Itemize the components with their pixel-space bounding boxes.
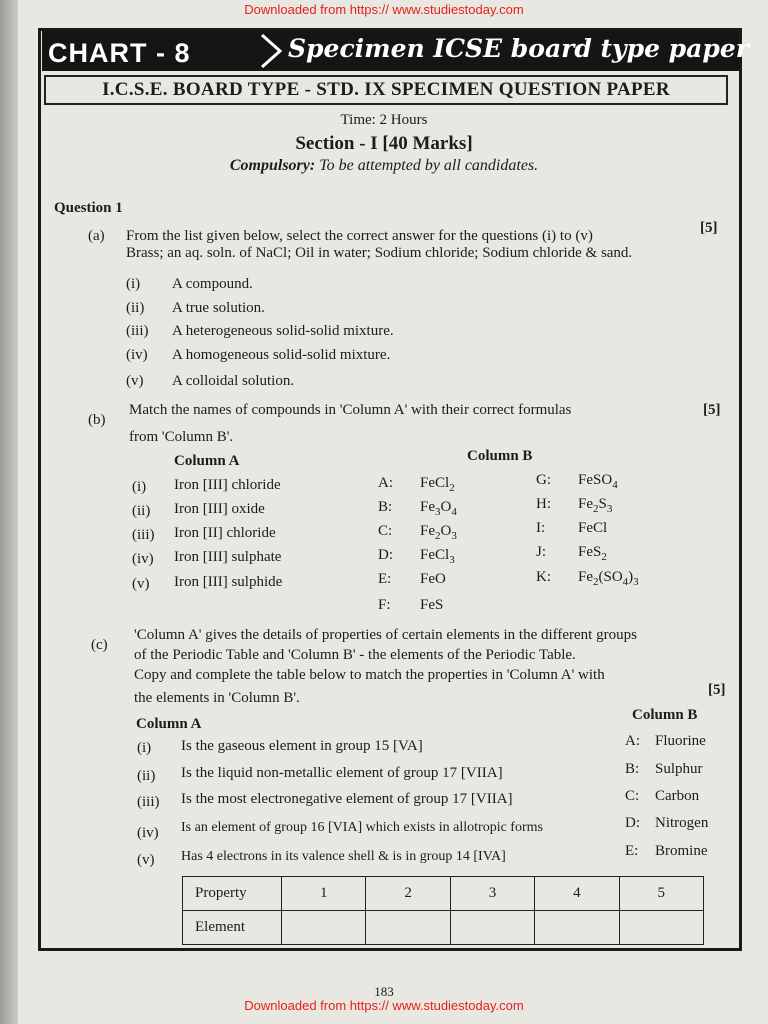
table-cell-blank — [619, 911, 703, 945]
element-name: Bromine — [655, 843, 708, 859]
part-c-text: of the Periodic Table and 'Column B' - the elements of the Periodic Table. — [134, 647, 576, 663]
question-title: Question 1 — [54, 200, 123, 216]
formula-key: C: — [378, 523, 393, 539]
compound-num: (i) — [132, 479, 147, 495]
compound-num: (iv) — [132, 551, 154, 567]
formula-value: FeO — [420, 571, 446, 587]
part-a-item-text: A heterogeneous solid-solid mixture. — [172, 323, 394, 339]
element-name: Carbon — [655, 788, 700, 804]
formula-value: FeSO$_4$ — [578, 472, 618, 491]
part-a-item-text: A homogeneous solid-solid mixture. — [172, 347, 391, 363]
formula-value: $Fe_2(SO_4)_3$ — [578, 569, 639, 588]
compulsory-line — [0, 157, 768, 175]
part-a-item-num: (ii) — [126, 300, 145, 316]
part-a-item-text: A compound. — [172, 276, 253, 292]
formula-value: FeS$_2$ — [578, 544, 607, 563]
formula-key: J: — [536, 544, 547, 560]
property-num: (iii) — [137, 794, 160, 810]
part-c-label: (c) — [91, 637, 108, 653]
compound-name: Iron [III] chloride — [174, 477, 281, 493]
part-a-item-num: (iv) — [126, 347, 148, 363]
property-text: Is the most electronegative element of group 17 [VIIA] — [181, 791, 513, 807]
formula-key: G: — [536, 472, 551, 488]
formula-key: E: — [378, 571, 392, 587]
compound-num: (v) — [132, 576, 150, 592]
formula-value: $Fe_3O_4$ — [420, 499, 457, 518]
property-text: Is the liquid non-metallic element of group 17 [VIIA] — [181, 765, 503, 781]
section-heading: Section - I [40 Marks] — [295, 133, 473, 154]
part-b-column-a-head: Column A — [174, 453, 240, 469]
table-cell-blank — [450, 911, 534, 945]
table-row — [183, 877, 704, 911]
compulsory-text: To be attempted by all candidates. — [319, 157, 539, 174]
property-num: (ii) — [137, 768, 156, 784]
element-key: A: — [625, 733, 640, 749]
formula-value: FeCl$_2$ — [420, 475, 455, 494]
formula-key: D: — [378, 547, 393, 563]
table-cell-blank — [282, 911, 366, 945]
table-column-number: 1 — [282, 877, 366, 911]
property-num: (iv) — [137, 825, 159, 841]
compulsory-label: Compulsory: — [229, 157, 316, 174]
compound-num: (iii) — [132, 527, 155, 543]
part-a-marks: [5] — [700, 220, 718, 236]
download-note-top: Downloaded from https:// www.studiestoday.com — [244, 2, 524, 17]
table-row-label: Property — [183, 877, 282, 911]
part-a-label: (a) — [88, 228, 105, 244]
table-column-number: 2 — [366, 877, 450, 911]
download-note-bottom: Downloaded from https:// www.studiestoday.com — [244, 998, 524, 1013]
property-text: Is the gaseous element in group 15 [VA] — [181, 738, 423, 754]
table-row — [183, 911, 704, 945]
table-cell-blank — [535, 911, 619, 945]
part-a-item-num: (iii) — [126, 323, 149, 339]
part-a-item-text: A true solution. — [172, 300, 265, 316]
element-key: B: — [625, 761, 640, 777]
formula-key: A: — [378, 475, 393, 491]
part-c-text: the elements in 'Column B'. — [134, 690, 300, 706]
property-text: Has 4 electrons in its valence shell & is in group 14 [IVA] — [181, 849, 506, 864]
formula-value: FeCl — [578, 520, 608, 536]
element-name: Fluorine — [655, 733, 706, 749]
paper-subtitle: I.C.S.E. BOARD TYPE - STD. IX SPECIMEN QUESTION PAPER — [44, 75, 728, 105]
formula-key: F: — [378, 597, 391, 613]
part-a-item-text: A colloidal solution. — [172, 373, 295, 389]
compound-name: Iron [II] chloride — [174, 525, 276, 541]
element-key: D: — [625, 815, 640, 831]
formula-key: K: — [536, 569, 551, 585]
part-c-text: Copy and complete the table below to match the properties in 'Column A' with — [134, 667, 605, 683]
part-c-column-b-head: Column B — [632, 707, 698, 723]
answer-table — [182, 876, 704, 945]
compound-name: Iron [III] sulphate — [174, 549, 282, 565]
specimen-title: Specimen ICSE board type paper — [288, 34, 749, 63]
part-b-text: Match the names of compounds in 'Column A' with their correct formulas — [129, 402, 572, 418]
part-a-text: From the list given below, select the correct answer for the questions (i) to (v) — [126, 228, 593, 244]
formula-key: I: — [536, 520, 546, 536]
element-key: C: — [625, 788, 640, 804]
property-num: (i) — [137, 740, 152, 756]
compound-name: Iron [III] oxide — [174, 501, 265, 517]
part-b-label: (b) — [88, 412, 106, 428]
element-name: Sulphur — [655, 761, 703, 777]
formula-value: FeS — [420, 597, 444, 613]
table-cell-blank — [366, 911, 450, 945]
formula-key: H: — [536, 496, 551, 512]
part-a-list: Brass; an aq. soln. of NaCl; Oil in water; Sodium chloride; Sodium chloride & sand. — [126, 245, 633, 261]
table-row-label: Element — [183, 911, 282, 945]
part-c-marks: [5] — [708, 682, 726, 698]
part-c-text: 'Column A' gives the details of properties of certain elements in the different groups — [134, 627, 637, 643]
part-a-item-num: (v) — [126, 373, 144, 389]
compound-name: Iron [III] sulphide — [174, 574, 283, 590]
part-a-item-num: (i) — [126, 276, 141, 292]
formula-value: $Fe_2O_3$ — [420, 523, 457, 542]
page-number: 183 — [374, 984, 394, 999]
part-b-column-b-head: Column B — [467, 448, 533, 464]
table-column-number: 3 — [450, 877, 534, 911]
chart-label: CHART - 8 — [48, 38, 191, 68]
formula-value: $Fe_2S_3$ — [578, 496, 613, 515]
property-text: Is an element of group 16 [VIA] which exists in allotropic forms — [181, 820, 543, 835]
formula-value: FeCl$_3$ — [420, 547, 455, 566]
element-name: Nitrogen — [655, 815, 709, 831]
compound-num: (ii) — [132, 503, 151, 519]
property-num: (v) — [137, 852, 155, 868]
time-allowed: Time: 2 Hours — [340, 112, 428, 128]
table-column-number: 5 — [619, 877, 703, 911]
part-b-text: from 'Column B'. — [129, 429, 234, 445]
table-column-number: 4 — [535, 877, 619, 911]
part-b-marks: [5] — [703, 402, 721, 418]
element-key: E: — [625, 843, 639, 859]
part-c-column-a-head: Column A — [136, 716, 202, 732]
formula-key: B: — [378, 499, 393, 515]
chevron-right-icon — [258, 33, 284, 69]
